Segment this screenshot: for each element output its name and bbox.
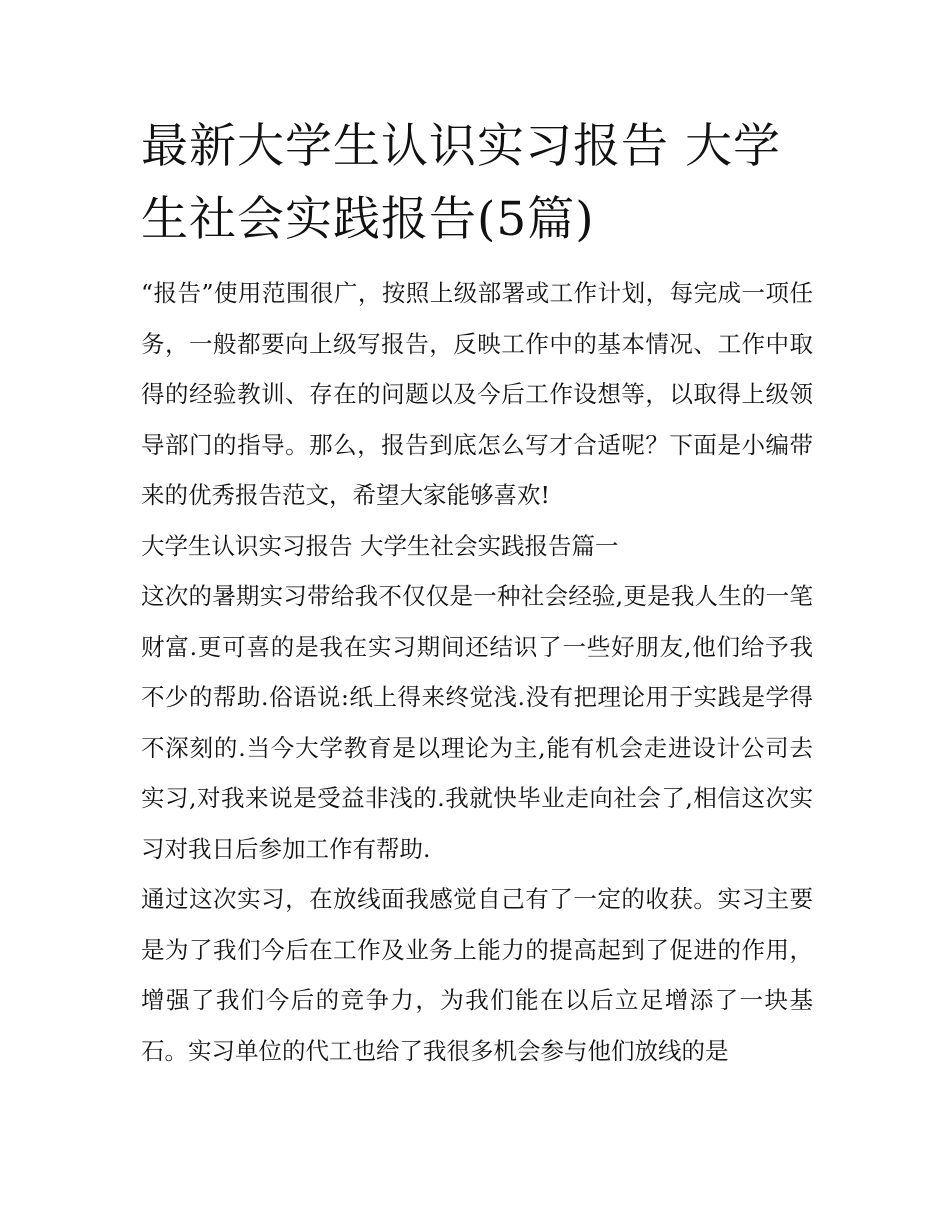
body-paragraph-2: 通过这次实习，在放线面我感觉自己有了一定的收获。实习主要是为了我们今后在工作及业务上能力的提高起到了促进的作用，增强了我们今后的竞争力，为我们能在以后立足增添了一块基石。实习单位的代工也给了我很多机会参与他们放线的是 [141, 885, 813, 1065]
section-heading: 大学生认识实习报告 大学生社会实践报告篇一 [141, 531, 619, 560]
intro-paragraph: “报告”使用范围很广，按照上级部署或工作计划，每完成一项任务，一般都要向上级写报告，反映工作中的基本情况、工作中取得的经验教训、存在的问题以及今后工作设想等，以取得上级领导部门的指导。那么，报告到底怎么写才合适呢？下面是小编带来的优秀报告范文，希望大家能够喜欢! [141, 279, 813, 509]
document-title: 最新大学生认识实习报告 大学生社会实践报告(5篇) [141, 119, 781, 247]
document-page [141, 110, 813, 1076]
body-paragraph-1: 这次的暑期实习带给我不仅仅是一种社会经验,更是我人生的一笔财富.更可喜的是我在实习期间还结识了一些好朋友,他们给予我不少的帮助.俗语说:纸上得来终觉浅.没有把理论用于实践是学得不深刻的.当今大学教育是以理论为主,能有机会走进设计公司去实习,对我来说是受益非浅的.我就快毕业走向社会了,相信这次实习对我日后参加工作有帮助. [141, 582, 813, 863]
